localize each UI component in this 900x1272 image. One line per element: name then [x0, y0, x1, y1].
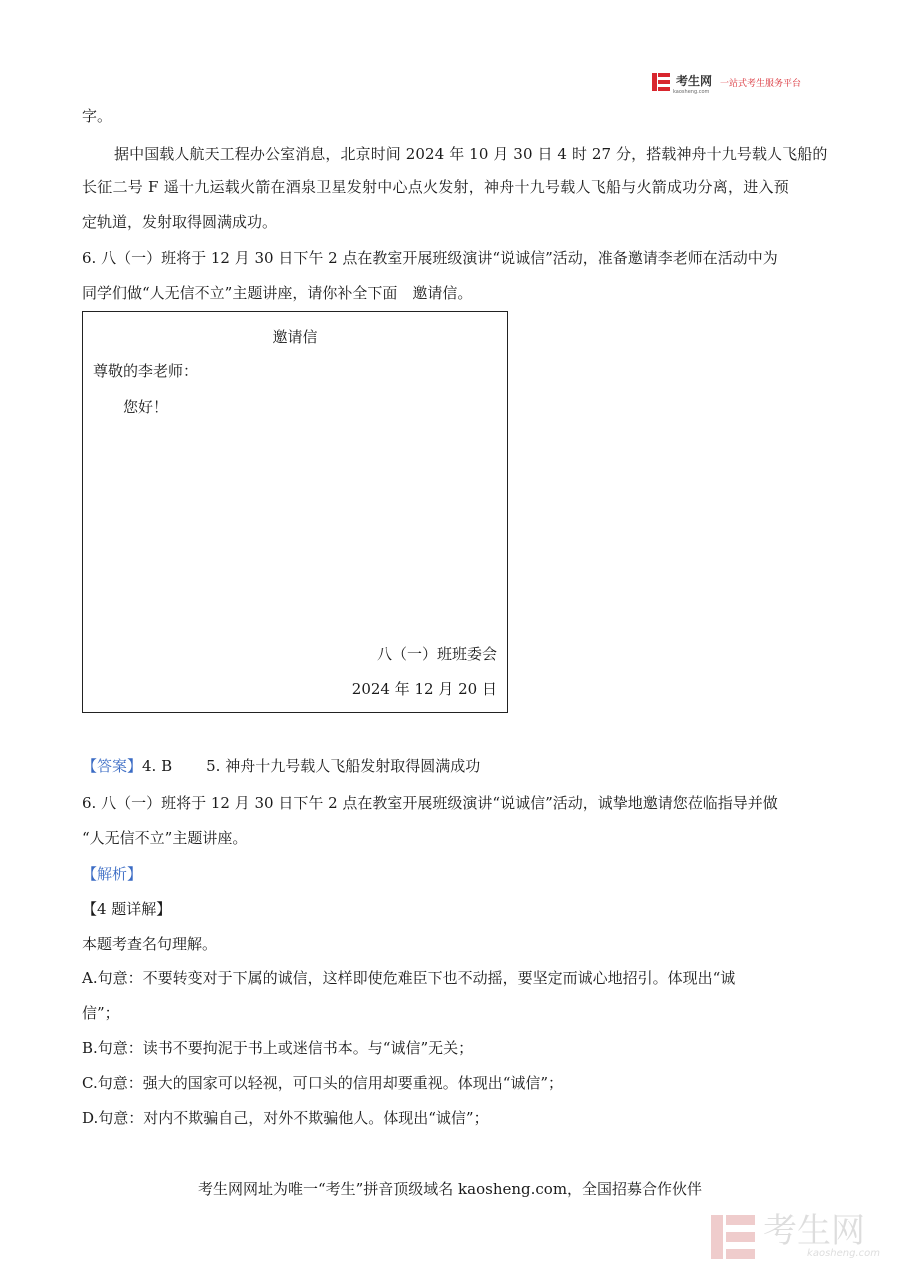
text-line: 长征二号 F 遥十九运载火箭在酒泉卫星发射中心点火发射，神舟十九号载人飞船与火箭成功分离，进入预	[82, 178, 789, 196]
text-line: 定轨道，发射取得圆满成功。	[82, 213, 278, 231]
answer-6-line: 6. 八（一）班将于 12 月 30 日下午 2 点在教室开展班级演讲“说诚信”活动，诚挚地邀请您莅临指导并做	[82, 794, 778, 812]
watermark-domain: kaosheng.com	[807, 1248, 880, 1259]
answer-6-line: “人无信不立”主题讲座。	[82, 829, 248, 847]
question-6-line: 6. 八（一）班将于 12 月 30 日下午 2 点在教室开展班级演讲“说诚信”活动，准备邀请李老师在活动中为	[82, 249, 778, 267]
option-d: D.句意：对内不欺骗自己，对外不欺骗他人。体现出“诚信”；	[82, 1109, 489, 1127]
answer-5: 5. 神舟十九号载人飞船发射取得圆满成功	[206, 757, 481, 775]
watermark-name: 考生网	[763, 1211, 866, 1251]
watermark	[711, 1211, 880, 1259]
option-b: B.句意：读书不要拘泥于书上或迷信书本。与“诚信”无关；	[82, 1039, 474, 1057]
text-line: 字。	[82, 107, 113, 125]
text-line: 据中国载人航天工程办公室消息，北京时间 2024 年 10 月 30 日 4 时 27 分，搭载神舟十九号载人飞船的	[114, 145, 828, 163]
kaosheng-logo-icon	[652, 73, 670, 91]
header-slogan: 一站式考生服务平台	[720, 78, 802, 89]
page-footer: 考生网网址为唯一“考生”拼音顶级域名 kaosheng.com，全国招募合作伙伴	[197, 1180, 703, 1198]
answer-line	[82, 755, 480, 777]
answer-tag: 【答案】	[82, 757, 143, 775]
letter-title: 邀请信	[272, 328, 318, 346]
analysis-intro: 本题考查名句理解。	[82, 935, 218, 953]
watermark-logo-icon	[711, 1215, 755, 1259]
option-a-line: 信”；	[82, 1004, 120, 1022]
letter-date: 2024 年 12 月 20 日	[351, 680, 497, 698]
letter-greeting: 您好！	[123, 398, 169, 416]
letter-salutation: 尊敬的李老师：	[93, 362, 199, 380]
answer-4: 4. B	[142, 757, 173, 775]
option-c: C.句意：强大的国家可以轻视，可口头的信用却要重视。体现出“诚信”；	[82, 1074, 564, 1092]
invitation-letter-box	[82, 311, 508, 713]
letter-signature: 八（一）班班委会	[376, 645, 497, 663]
question-6-line: 同学们做“人无信不立”主题讲座，请你补全下面 邀请信。	[82, 284, 473, 302]
analysis-tag: 【解析】	[82, 865, 143, 883]
logo-domain: kaosheng.com	[673, 88, 710, 95]
header-logo	[652, 72, 802, 95]
q4-detail-title: 【4 题详解】	[82, 900, 172, 918]
option-a-line: A.句意：不要转变对于下属的诚信，这样即使危难臣下也不动摇，要坚定而诚心地招引。体现出“诚	[82, 969, 736, 987]
logo-name: 考生网	[676, 73, 713, 88]
